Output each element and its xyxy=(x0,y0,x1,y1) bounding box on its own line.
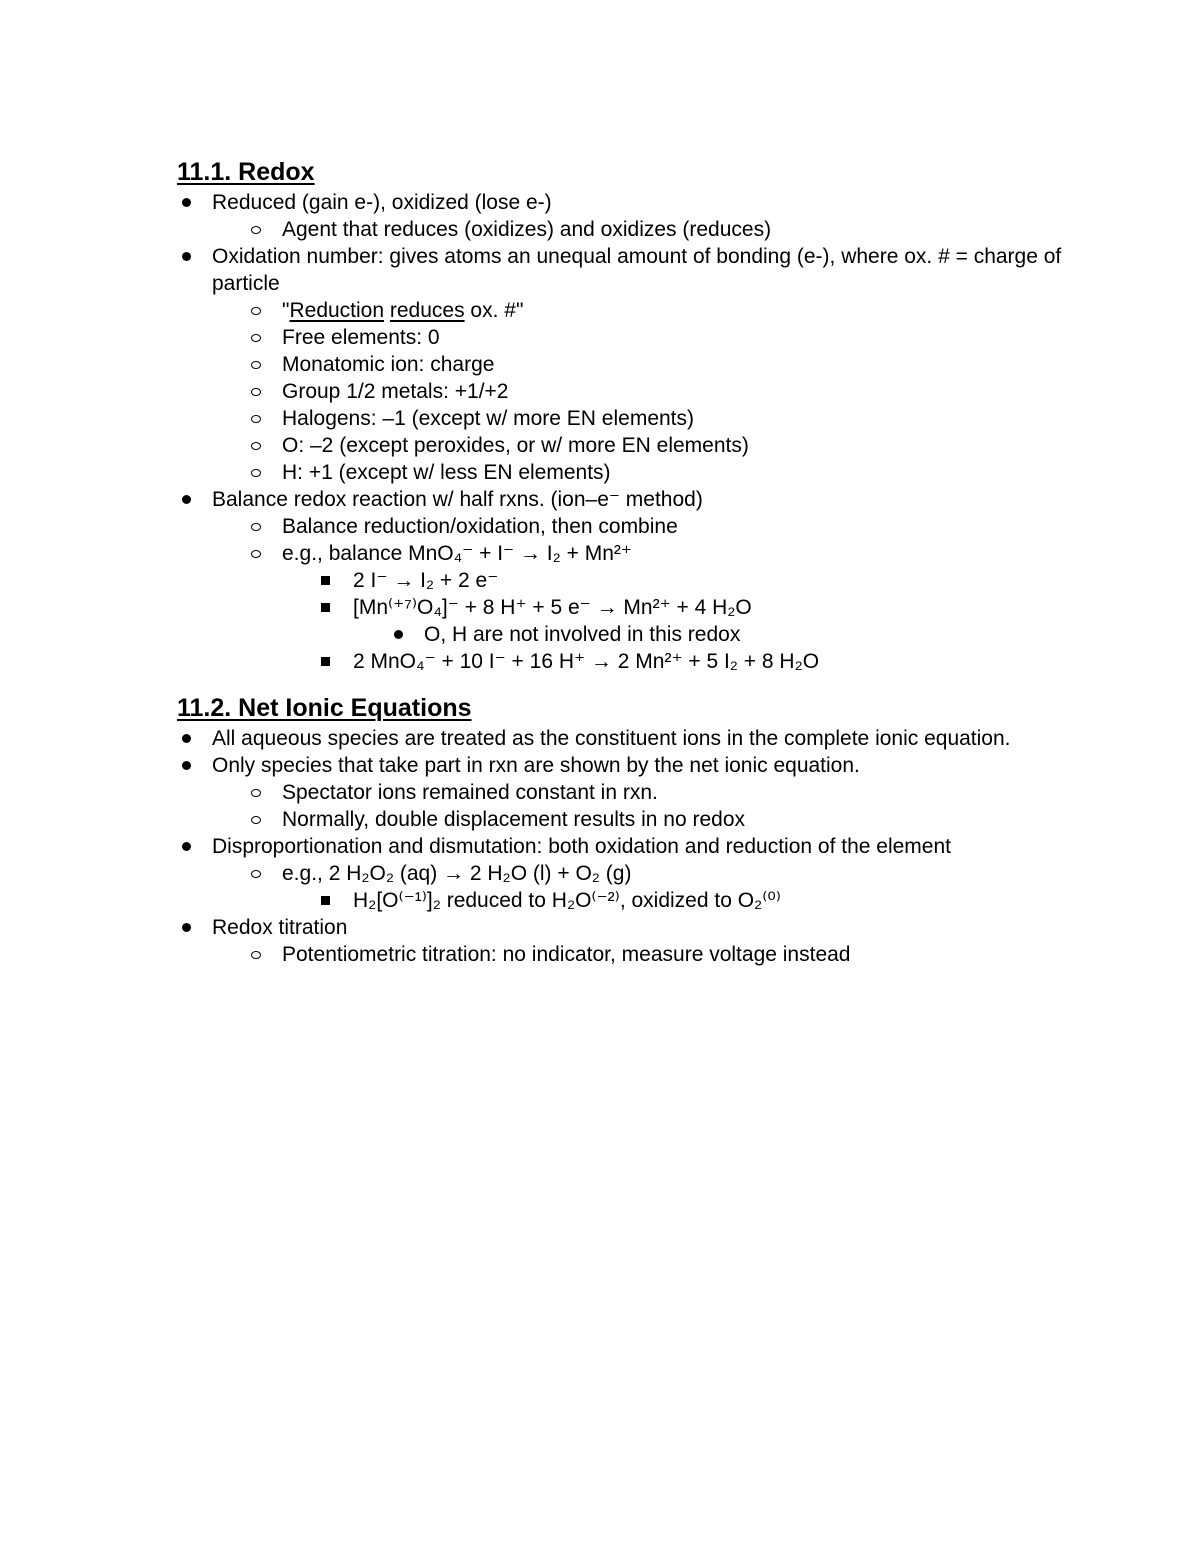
bullet-ring-icon xyxy=(249,860,263,887)
list-item xyxy=(177,779,1077,806)
list-item xyxy=(177,297,1077,324)
bullet-dot-icon xyxy=(179,486,193,513)
list-item-text: Reduced (gain e-), oxidized (lose e-) xyxy=(212,191,552,214)
list-item xyxy=(177,351,1077,378)
list-item-text: Spectator ions remained constant in rxn. xyxy=(282,781,658,804)
list-item-text: All aqueous species are treated as the constituent ions in the complete ionic equation. xyxy=(212,727,1011,750)
bullet-dot-icon xyxy=(179,189,193,216)
list-item xyxy=(177,941,1077,968)
equation-text: e.g., balance MnO₄⁻ + I⁻ → I₂ + Mn²⁺ xyxy=(282,542,632,565)
list-item xyxy=(177,486,1077,513)
list-item xyxy=(177,216,1077,243)
list-item xyxy=(177,432,1077,459)
bullet-ring-icon xyxy=(249,216,263,243)
list-item xyxy=(177,567,1077,594)
bullet-dot-icon xyxy=(179,833,193,860)
quote-rest: ox. #" xyxy=(464,299,524,322)
list-item-text: Oxidation number: gives atoms an unequal amount of bonding (e-), where ox. # = charge of particle xyxy=(212,245,1062,295)
list-item xyxy=(177,752,1077,779)
bullet-ring-icon xyxy=(249,779,263,806)
bullet-ring-icon xyxy=(249,513,263,540)
bullet-dot-icon xyxy=(179,243,193,270)
section-heading-net-ionic-equations: 11.2. Net Ionic Equations xyxy=(177,694,472,722)
section-heading-redox: 11.1. Redox xyxy=(177,158,315,186)
bullet-ring-icon xyxy=(249,459,263,486)
list-item xyxy=(177,648,1077,675)
list-item-text: Disproportionation and dismutation: both oxidation and reduction of the element xyxy=(212,835,951,858)
list-item-text: Redox titration xyxy=(212,916,348,939)
list-item-text: Potentiometric titration: no indicator, measure voltage instead xyxy=(282,943,851,966)
list-item-text: Monatomic ion: charge xyxy=(282,353,495,376)
list-item xyxy=(177,405,1077,432)
bullet-ring-icon xyxy=(249,351,263,378)
list-item-text: Free elements: 0 xyxy=(282,326,440,349)
underlined-reduces: reduces xyxy=(389,299,465,322)
equation-text: 2 MnO₄⁻ + 10 I⁻ + 16 H⁺ → 2 Mn²⁺ + 5 I₂ + 8 H₂O xyxy=(353,650,820,673)
bullet-dot-icon xyxy=(179,752,193,779)
bullet-dot-icon xyxy=(179,725,193,752)
list-item-text: Halogens: –1 (except w/ more EN elements) xyxy=(282,407,695,430)
list-item xyxy=(177,914,1077,941)
list-item xyxy=(177,806,1077,833)
bullet-dot-icon xyxy=(391,621,405,648)
list-item xyxy=(177,725,1077,752)
underlined-reduction: Reduction xyxy=(289,299,385,322)
bullet-square-icon xyxy=(318,887,332,914)
list-item-text: O, H are not involved in this redox xyxy=(424,623,741,646)
bullet-square-icon xyxy=(318,594,332,621)
list-item xyxy=(177,860,1077,887)
list-item xyxy=(177,621,1077,648)
document-page xyxy=(177,155,1077,968)
bullet-ring-icon xyxy=(249,432,263,459)
list-item-text: H: +1 (except w/ less EN elements) xyxy=(282,461,611,484)
net-ionic-list xyxy=(177,725,1077,968)
redox-list xyxy=(177,189,1077,675)
list-item xyxy=(177,887,1077,914)
bullet-ring-icon xyxy=(249,941,263,968)
bullet-square-icon xyxy=(318,648,332,675)
list-item-text: Normally, double displacement results in no redox xyxy=(282,808,746,831)
list-item xyxy=(177,459,1077,486)
bullet-ring-icon xyxy=(249,806,263,833)
list-item-text: Balance reduction/oxidation, then combine xyxy=(282,515,678,538)
list-item xyxy=(177,189,1077,216)
list-item xyxy=(177,594,1077,621)
list-item xyxy=(177,833,1077,860)
equation-text: H₂[O⁽⁻¹⁾]₂ reduced to H₂O⁽⁻²⁾, oxidized to O₂⁽⁰⁾ xyxy=(353,889,781,912)
list-item xyxy=(177,540,1077,567)
list-item-text: Balance redox reaction w/ half rxns. (ion–e⁻ method) xyxy=(212,488,703,511)
bullet-ring-icon xyxy=(249,297,263,324)
equation-text: [Mn⁽⁺⁷⁾O₄]⁻ + 8 H⁺ + 5 e⁻ → Mn²⁺ + 4 H₂O xyxy=(353,596,752,619)
list-item-text: O: –2 (except peroxides, or w/ more EN elements) xyxy=(282,434,749,457)
list-item xyxy=(177,324,1077,351)
bullet-dot-icon xyxy=(179,914,193,941)
bullet-ring-icon xyxy=(249,540,263,567)
equation-text: 2 I⁻ → I₂ + 2 e⁻ xyxy=(353,569,499,592)
list-item xyxy=(177,243,1077,297)
bullet-ring-icon xyxy=(249,378,263,405)
quote-open: " xyxy=(282,299,290,322)
bullet-ring-icon xyxy=(249,324,263,351)
bullet-ring-icon xyxy=(249,405,263,432)
bullet-square-icon xyxy=(318,567,332,594)
equation-text: e.g., 2 H₂O₂ (aq) → 2 H₂O (l) + O₂ (g) xyxy=(282,862,632,885)
list-item xyxy=(177,378,1077,405)
list-item-text: Agent that reduces (oxidizes) and oxidizes (reduces) xyxy=(282,218,772,241)
list-item xyxy=(177,513,1077,540)
list-item-text: Only species that take part in rxn are shown by the net ionic equation. xyxy=(212,754,860,777)
list-item-text: Group 1/2 metals: +1/+2 xyxy=(282,380,509,403)
